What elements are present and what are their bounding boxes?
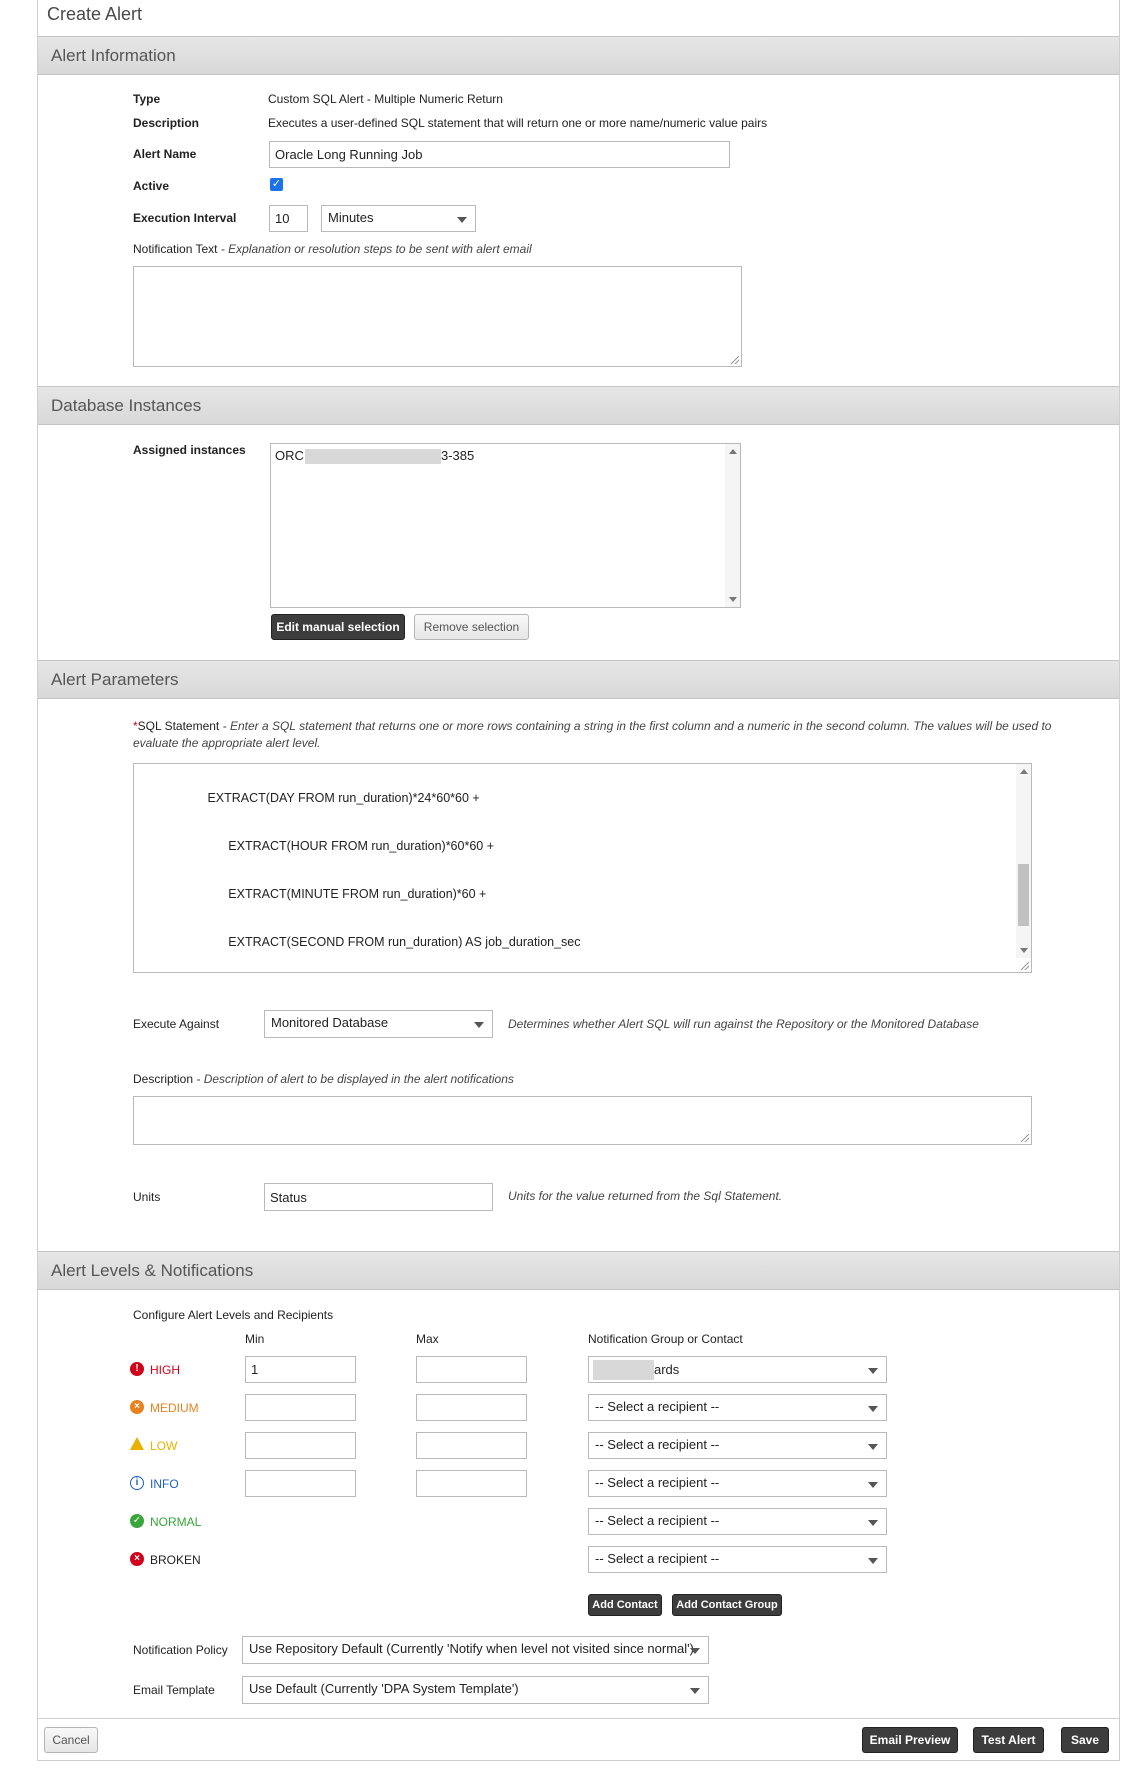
execute-against-select[interactable] [264,1010,493,1038]
scroll-down-icon[interactable] [1020,948,1028,953]
selected-value: -- Select a recipient -- [595,1399,720,1414]
check-circle-icon: ✓ [130,1514,144,1528]
sql-code [138,763,752,973]
add-contact-button[interactable]: Add Contact [588,1594,662,1616]
selected-value: Monitored Database [271,1015,389,1030]
normal-recipient-select[interactable] [588,1508,887,1535]
chevron-down-icon [690,1648,700,1654]
broken-recipient-select[interactable] [588,1546,887,1573]
execution-interval-input[interactable] [269,205,308,232]
resize-grip-icon[interactable] [1021,962,1029,970]
active-label: Active [133,179,170,193]
chevron-down-icon [868,1520,878,1526]
level-label-broken: BROKEN [150,1553,201,1567]
units-input[interactable] [264,1183,493,1211]
section-title: Alert Information [51,46,176,65]
create-alert-panel [37,0,1120,1761]
assigned-instances-label: Assigned instances [133,443,246,457]
redacted-block [593,1360,654,1380]
chevron-down-icon [868,1368,878,1374]
description-title: Description [133,1072,194,1086]
execution-interval-label: Execution Interval [133,211,237,225]
level-label-normal: NORMAL [150,1515,202,1529]
selected-value: Minutes [328,210,374,225]
sql-statement-editor[interactable] [133,763,1032,973]
redacted-block [305,449,441,464]
email-template-select[interactable] [242,1676,709,1704]
chevron-down-icon [868,1406,878,1412]
low-recipient-select[interactable] [588,1432,887,1459]
active-checkbox[interactable]: ✓ [271,178,282,190]
description-hint: - Description of alert to be displayed in the alert notifications [193,1072,514,1086]
sql-line: EXTRACT(DAY FROM run_duration)*24*60*60 + [138,791,480,805]
chevron-down-icon [457,217,467,223]
level-label-low: LOW [150,1439,178,1453]
section-title: Database Instances [51,396,202,415]
required-star: * [133,719,138,733]
scroll-down-icon[interactable] [729,597,737,602]
x-circle-icon: × [130,1400,144,1414]
type-label: Type [133,92,161,106]
edit-manual-selection-button[interactable]: Edit manual selection [271,614,405,640]
configure-levels-label: Configure Alert Levels and Recipients [133,1308,334,1322]
broken-x-icon: × [130,1552,144,1566]
medium-recipient-select[interactable] [588,1394,887,1421]
description-label: Description [133,116,200,130]
resize-grip-icon[interactable] [731,356,739,364]
selected-value: -- Select a recipient -- [595,1437,720,1452]
email-preview-button[interactable]: Email Preview [862,1727,958,1753]
level-label-medium: MEDIUM [150,1401,199,1415]
medium-min-input[interactable] [245,1394,356,1421]
notification-text-hint: - Explanation or resolution steps to be sent with alert email [217,242,532,256]
email-template-label: Email Template [133,1683,215,1697]
scroll-up-icon[interactable] [1020,769,1028,774]
alert-name-input[interactable] [269,141,730,168]
level-label-info: INFO [150,1477,179,1491]
chevron-down-icon [868,1558,878,1564]
sql-statement-label [133,718,1053,752]
warning-triangle-icon [130,1437,144,1450]
min-header: Min [245,1332,265,1346]
selected-value: -- Select a recipient -- [595,1513,720,1528]
low-min-input[interactable] [245,1432,356,1459]
notification-policy-label: Notification Policy [133,1643,228,1657]
level-label-high: HIGH [150,1363,180,1377]
save-button[interactable]: Save [1061,1727,1109,1753]
chevron-down-icon [868,1482,878,1488]
max-header: Max [416,1332,439,1346]
instances-scrollbar[interactable] [725,444,740,607]
section-title: Alert Levels & Notifications [51,1261,254,1280]
section-header-alert-parameters [38,660,1119,699]
sql-line: EXTRACT(MINUTE FROM run_duration)*60 + [138,887,487,901]
selected-value: -- Select a recipient -- [595,1551,720,1566]
info-recipient-select[interactable] [588,1470,887,1497]
units-hint: Units for the value returned from the Sql Statement. [508,1189,783,1203]
high-min-input[interactable] [245,1356,356,1383]
resize-grip-icon[interactable] [1021,1134,1029,1142]
chevron-down-icon [474,1022,484,1028]
sql-statement-hint: - Enter a SQL statement that returns one or more rows containing a string in the first column and a numeric in the second column. The values will be used to evaluate the appropriate alert level. [133,719,1052,750]
instance-list-item[interactable] [275,448,715,466]
exclamation-icon: ! [130,1362,144,1376]
execute-against-hint: Determines whether Alert SQL will run against the Repository or the Monitored Database [508,1017,979,1031]
description-value: Executes a user-defined SQL statement that will return one or more name/numeric value pairs [268,116,768,130]
cancel-button[interactable]: Cancel [44,1727,98,1753]
chevron-down-icon [868,1444,878,1450]
selected-value: Use Repository Default (Currently 'Notify when level not visited since normal') [249,1641,694,1656]
low-max-input[interactable] [416,1432,527,1459]
section-title: Alert Parameters [51,670,179,689]
chevron-down-icon [690,1688,700,1694]
selected-value: -- Select a recipient -- [595,1475,720,1490]
section-header-alert-information [38,36,1119,75]
info-icon: i [130,1476,144,1490]
alert-name-label: Alert Name [133,147,197,161]
high-max-input[interactable] [416,1356,527,1383]
units-label: Units [133,1190,161,1204]
section-header-database-instances [38,386,1119,425]
add-contact-group-button[interactable]: Add Contact Group [672,1594,782,1616]
section-header-alert-levels [38,1251,1119,1290]
sql-editor-scrollbar[interactable] [1016,764,1031,958]
type-value: Custom SQL Alert - Multiple Numeric Return [268,92,503,106]
medium-max-input[interactable] [416,1394,527,1421]
remove-selection-button[interactable]: Remove selection [414,614,529,640]
sql-line: EXTRACT(SECOND FROM run_duration) AS job_duration_sec [138,935,581,949]
selected-value: Use Default (Currently 'DPA System Template') [249,1681,519,1696]
execution-interval-unit-select[interactable] [321,205,476,232]
selected-value: ards [654,1362,680,1377]
notification-policy-select[interactable] [242,1636,709,1664]
instance-name-suffix: 3-385 [441,448,475,463]
footer-divider [38,1718,1119,1719]
page-title: Create Alert [47,4,143,24]
alert-description-area[interactable] [133,1096,1032,1145]
scroll-thumb[interactable] [1018,864,1029,926]
recipient-header: Notification Group or Contact [588,1332,743,1346]
info-min-input[interactable] [245,1470,356,1497]
execute-against-label: Execute Against [133,1017,220,1031]
assigned-instances-list[interactable] [270,443,741,608]
test-alert-button[interactable]: Test Alert [973,1727,1044,1753]
notification-text-area[interactable] [133,266,742,367]
high-recipient-select[interactable] [588,1356,887,1383]
notification-text-title: Notification Text [133,242,218,256]
sql-line: EXTRACT(HOUR FROM run_duration)*60*60 + [138,839,495,853]
info-max-input[interactable] [416,1470,527,1497]
parameters-description-label [133,1072,514,1086]
instance-name-prefix: ORC [275,448,304,463]
scroll-up-icon[interactable] [729,449,737,454]
notification-text-label [133,242,532,256]
sql-statement-title: SQL Statement [137,719,220,733]
